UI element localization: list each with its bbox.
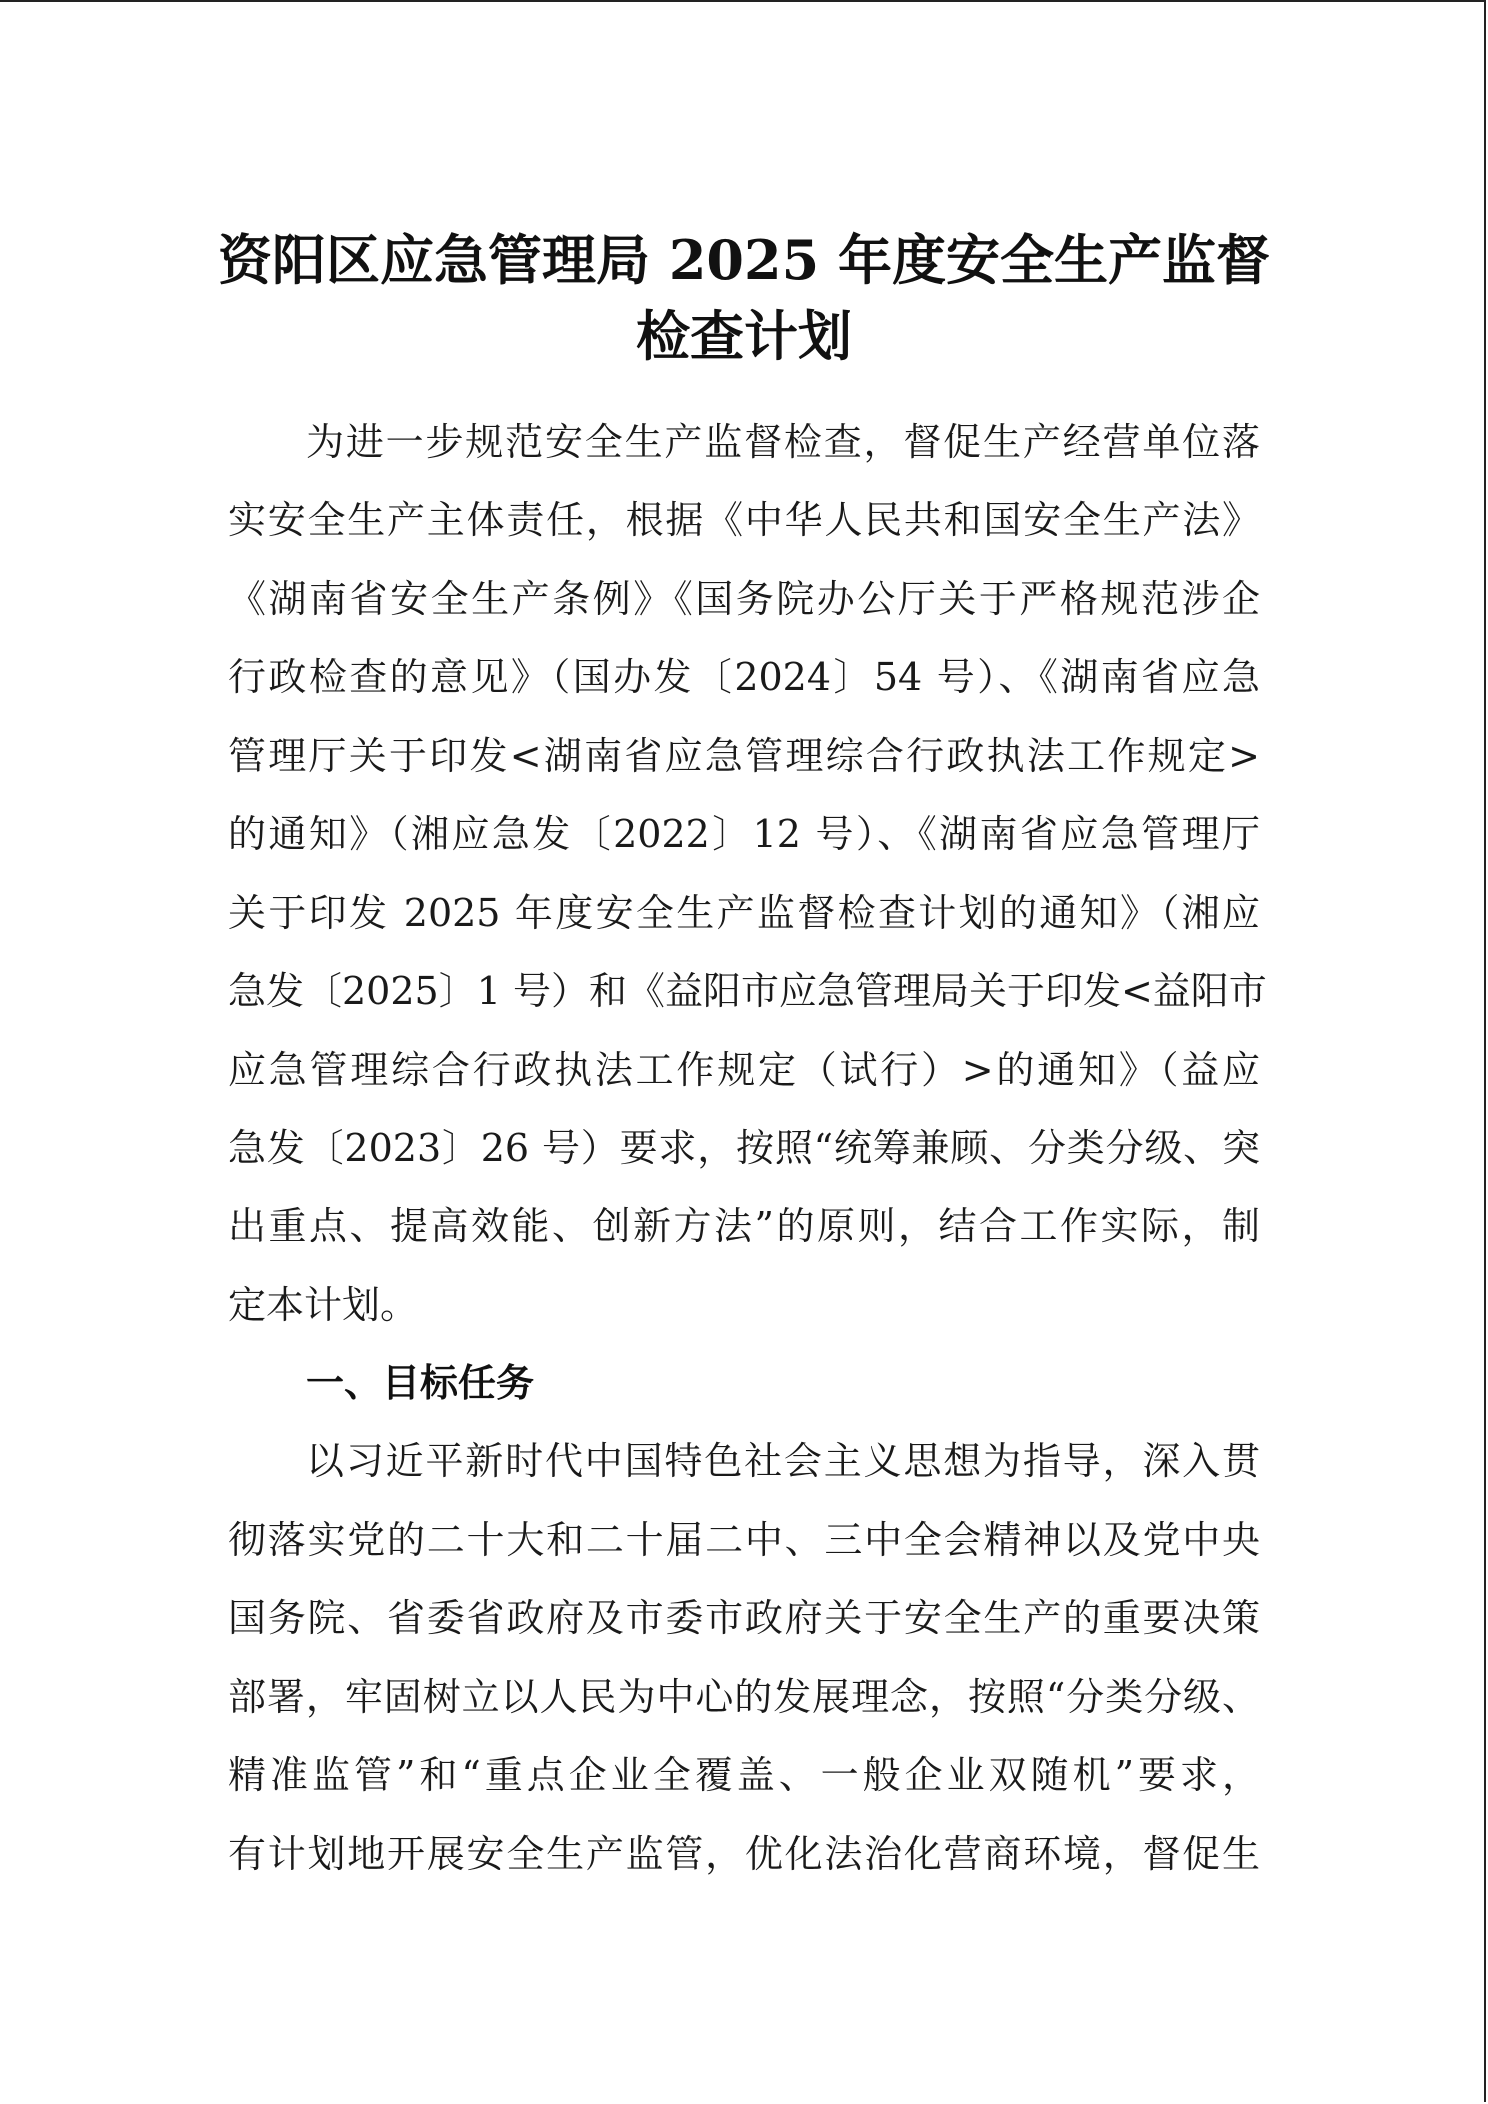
intro-line: 为进一步规范安全生产监督检查，督促生产经营单位落	[306, 420, 1260, 464]
intro-line: 急发〔2023〕26 号）要求，按照“统筹兼顾、分类分级、突	[228, 1126, 1260, 1170]
intro-line: 管理厅关于印发<湖南省应急管理综合行政执法工作规定>	[228, 734, 1260, 778]
section-1-line: 以习近平新时代中国特色社会主义思想为指导，深入贯	[306, 1439, 1260, 1483]
section-1-line: 精准监管”和“重点企业全覆盖、一般企业双随机”要求，	[228, 1753, 1260, 1797]
intro-line: 行政检查的意见》（国办发〔2024〕54 号）、《湖南省应急	[228, 655, 1260, 699]
section-1-line: 国务院、省委省政府及市委市政府关于安全生产的重要决策	[228, 1596, 1260, 1640]
intro-line: 《湖南省安全生产条例》《国务院办公厅关于严格规范涉企	[228, 577, 1260, 621]
section-1-line: 彻落实党的二十大和二十届二中、三中全会精神以及党中央	[228, 1518, 1260, 1562]
document-title-line-1: 资阳区应急管理局 2025 年度安全生产监督	[218, 228, 1270, 293]
document-title-line-2: 检查计划	[636, 304, 852, 369]
section-1-line: 部署，牢固树立以人民为中心的发展理念，按照“分类分级、	[228, 1675, 1260, 1719]
intro-line: 实安全生产主体责任，根据《中华人民共和国安全生产法》	[228, 498, 1260, 542]
intro-line: 的通知》（湘应急发〔2022〕12 号）、《湖南省应急管理厅	[228, 812, 1260, 856]
intro-line: 定本计划。	[228, 1283, 419, 1327]
section-heading-targets: 一、目标任务	[306, 1361, 535, 1405]
intro-line: 关于印发 2025 年度安全生产监督检查计划的通知》（湘应	[228, 891, 1260, 935]
section-1-line: 有计划地开展安全生产监管，优化法治化营商环境，督促生	[228, 1832, 1260, 1876]
intro-line: 应急管理综合行政执法工作规定（试行）>的通知》（益应	[228, 1048, 1260, 1092]
intro-line: 出重点、提高效能、创新方法”的原则，结合工作实际，制	[228, 1204, 1260, 1248]
intro-line: 急发〔2025〕1 号）和《益阳市应急管理局关于印发<益阳市	[228, 969, 1267, 1013]
